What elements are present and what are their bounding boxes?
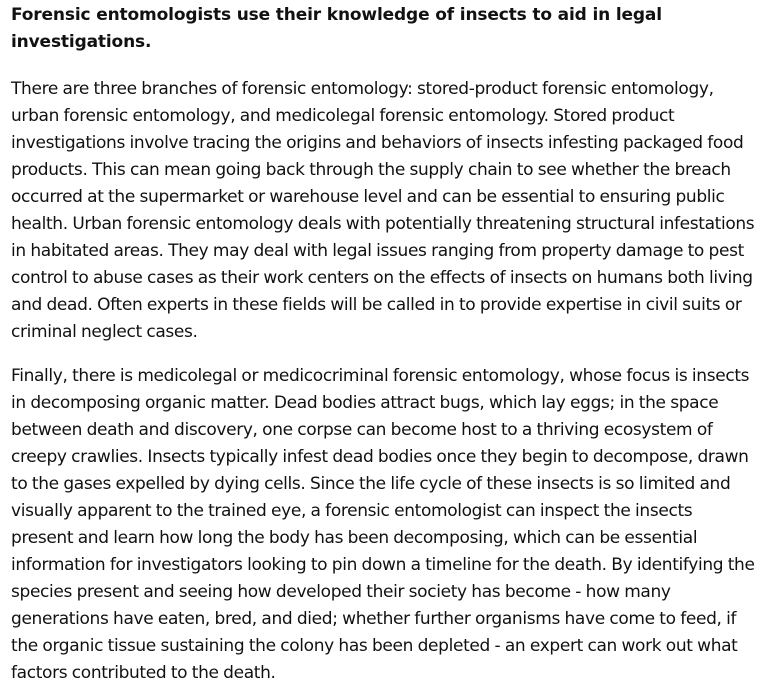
article-heading: Forensic entomologists use their knowledge of insects to aid in legal investigations.: [11, 5, 662, 52]
paragraph-medicolegal: Finally, there is medicolegal or medicocriminal forensic entomology, whose focus is insects in decomposing organic matter. Dead bodies attract bugs, which lay eggs; in the space between death and discovery, one corpse can become host to a thriving ecosystem of creepy crawlies. Insects typically infest dead bodies once they begin to decompose, drawn to the gases expelled by dying cells. Since the life cycle of these insects is so limited and visually apparent to the trained eye, a forensic entomologist can inspect the insects present and learn how long the body has been decomposing, which can be essential information for investigators looking to pin down a timeline for the death. By identifying the species present and seeing how developed their society has become - how many generations have eaten, bred, and died; whether further organisms have come to feed, if the organic tissue sustaining the colony has been depleted - an expert can work out what factors contributed to the death.: [11, 366, 755, 683]
paragraph-branches: There are three branches of forensic entomology: stored-product forensic entomology, urban forensic entomology, and medicolegal forensic entomology. Stored product investigations involve tracing the origins and behaviors of insects infesting packaged food products. This can mean going back through the supply chain to see whether the breach occurred at the supermarket or warehouse level and can be essential to ensuring public health. Urban forensic entomology deals with potentially threatening structural infestations in habitated areas. They may deal with legal issues ranging from property damage to pest control to abuse cases as their work centers on the effects of insects on humans both living and dead. Often experts in these fields will be called in to provide expertise in civil suits or criminal neglect cases.: [11, 79, 755, 342]
